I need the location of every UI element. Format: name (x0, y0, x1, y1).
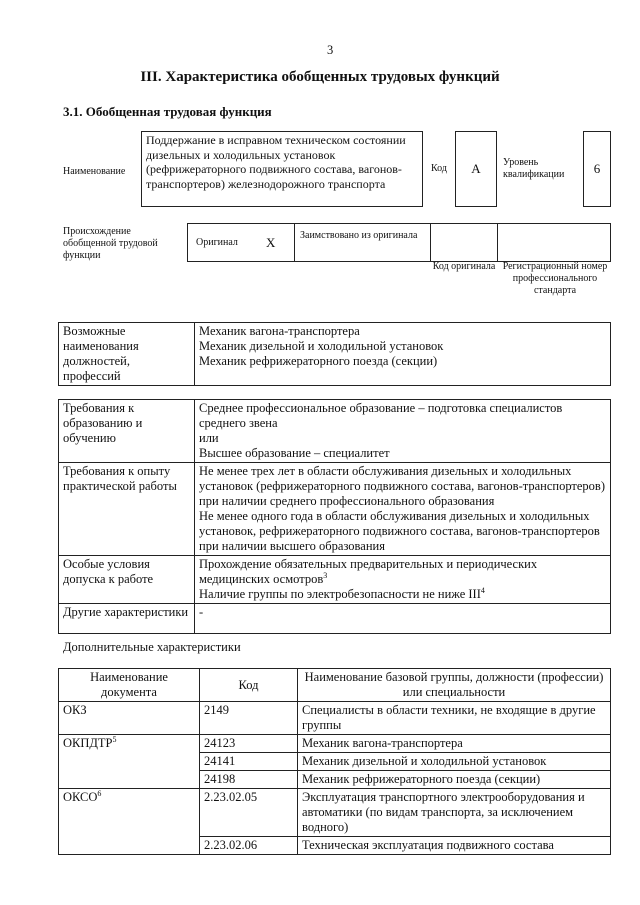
okso-name: Эксплуатация транспортного электрооборудования и автоматики (по видам транспорта, за исключением водного) (298, 789, 611, 837)
subsection-title: 3.1. Обобщенная трудовая функция (63, 104, 272, 119)
header-document: Наименование документа (59, 669, 200, 702)
admission-values (195, 556, 611, 604)
okso-doc-text: ОКСО (63, 790, 98, 804)
divider (497, 223, 498, 262)
page-number: 3 (327, 43, 334, 57)
footnote-ref: 3 (323, 570, 328, 580)
experience-line: Не менее одного года в области обслуживания дизельных и холодильных установок, рефрижераторного подвижного состава, вагонов-транспортеров при наличии высшего образования (199, 509, 600, 553)
okpdtr-name: Механик вагона-транспортера (298, 735, 611, 753)
experience-values (195, 463, 611, 556)
borrowed-label: Заимствовано из оригинала (300, 230, 418, 241)
origin-label: Происхождение обобщенной трудовой функции (63, 226, 158, 261)
divider (430, 223, 431, 262)
name-label: Наименование (63, 166, 126, 177)
okso-code: 2.23.02.06 (200, 837, 298, 855)
reg-number-label: Регистрационный номер профессионального стандарта (502, 261, 608, 296)
qualification-level-label: Уровень квалификации (503, 157, 565, 180)
footnote-ref: 6 (97, 788, 102, 798)
qualification-level-value: 6 (583, 131, 611, 207)
admission-line (199, 587, 606, 602)
education-line: или (199, 431, 219, 445)
function-name-value: Поддержание в исправном техническом состоянии дизельных и холодильных установок (рефрижераторного подвижного состава, вагонов-транспортеров) железнодорожного транспорта (141, 131, 423, 207)
position-item: Механик вагона-транспортера (199, 324, 360, 338)
position-item: Механик дизельной и холодильной установок (199, 339, 444, 353)
code-original-label: Код оригинала (432, 261, 496, 272)
admission-line-text: Наличие группы по электробезопасности не ниже III (199, 587, 481, 601)
okpdtr-doc-text: ОКПДТР (63, 736, 113, 750)
okso-doc (59, 789, 200, 855)
okz-doc: ОКЗ (59, 702, 200, 735)
education-line: Высшее образование – специалитет (199, 446, 390, 460)
section-title: III. Характеристика обобщенных трудовых функций (140, 69, 500, 85)
okz-code: 2149 (200, 702, 298, 735)
footnote-ref: 4 (480, 585, 485, 595)
other-values: - (195, 604, 611, 634)
header-code: Код (200, 669, 298, 702)
okpdtr-name: Механик дизельной и холодильной установок (298, 753, 611, 771)
okpdtr-doc (59, 735, 200, 789)
original-label: Оригинал (196, 237, 238, 248)
origin-table (187, 223, 611, 262)
position-item: Механик рефрижераторного поезда (секции) (199, 354, 438, 368)
okso-name: Техническая эксплуатация подвижного состава (298, 837, 611, 855)
header-name: Наименование базовой группы, должности (профессии) или специальности (298, 669, 611, 702)
experience-label: Требования к опыту практической работы (59, 463, 195, 556)
education-line: Среднее профессиональное образование – подготовка специалистов среднего звена (199, 401, 563, 430)
positions-label: Возможные наименования должностей, профессий (59, 323, 195, 386)
other-label: Другие характеристики (59, 604, 195, 634)
original-mark: X (266, 235, 276, 250)
education-label: Требования к образованию и обучению (59, 400, 195, 463)
okpdtr-code: 24141 (200, 753, 298, 771)
okpdtr-code: 24123 (200, 735, 298, 753)
okso-code: 2.23.02.05 (200, 789, 298, 837)
admission-line-text: Прохождение обязательных предварительных и периодических медицинских осмотров (199, 557, 538, 586)
code-value: А (455, 131, 497, 207)
requirements-table (58, 399, 611, 634)
education-values (195, 400, 611, 463)
divider (294, 223, 295, 262)
additional-title: Дополнительные характеристики (63, 640, 241, 654)
okpdtr-name: Механик рефрижераторного поезда (секции) (298, 771, 611, 789)
admission-label: Особые условия допуска к работе (59, 556, 195, 604)
footnote-ref: 5 (112, 734, 117, 744)
additional-table (58, 668, 611, 855)
positions-table (58, 322, 611, 386)
code-label: Код (431, 163, 447, 174)
admission-line (199, 557, 606, 587)
okz-name: Специалисты в области техники, не входящие в другие группы (298, 702, 611, 735)
positions-values (195, 323, 611, 386)
okpdtr-code: 24198 (200, 771, 298, 789)
experience-line: Не менее трех лет в области обслуживания дизельных и холодильных установок (рефрижераторного подвижного состава, вагонов-транспортеров) при наличии среднего профессионального образования (199, 464, 605, 508)
